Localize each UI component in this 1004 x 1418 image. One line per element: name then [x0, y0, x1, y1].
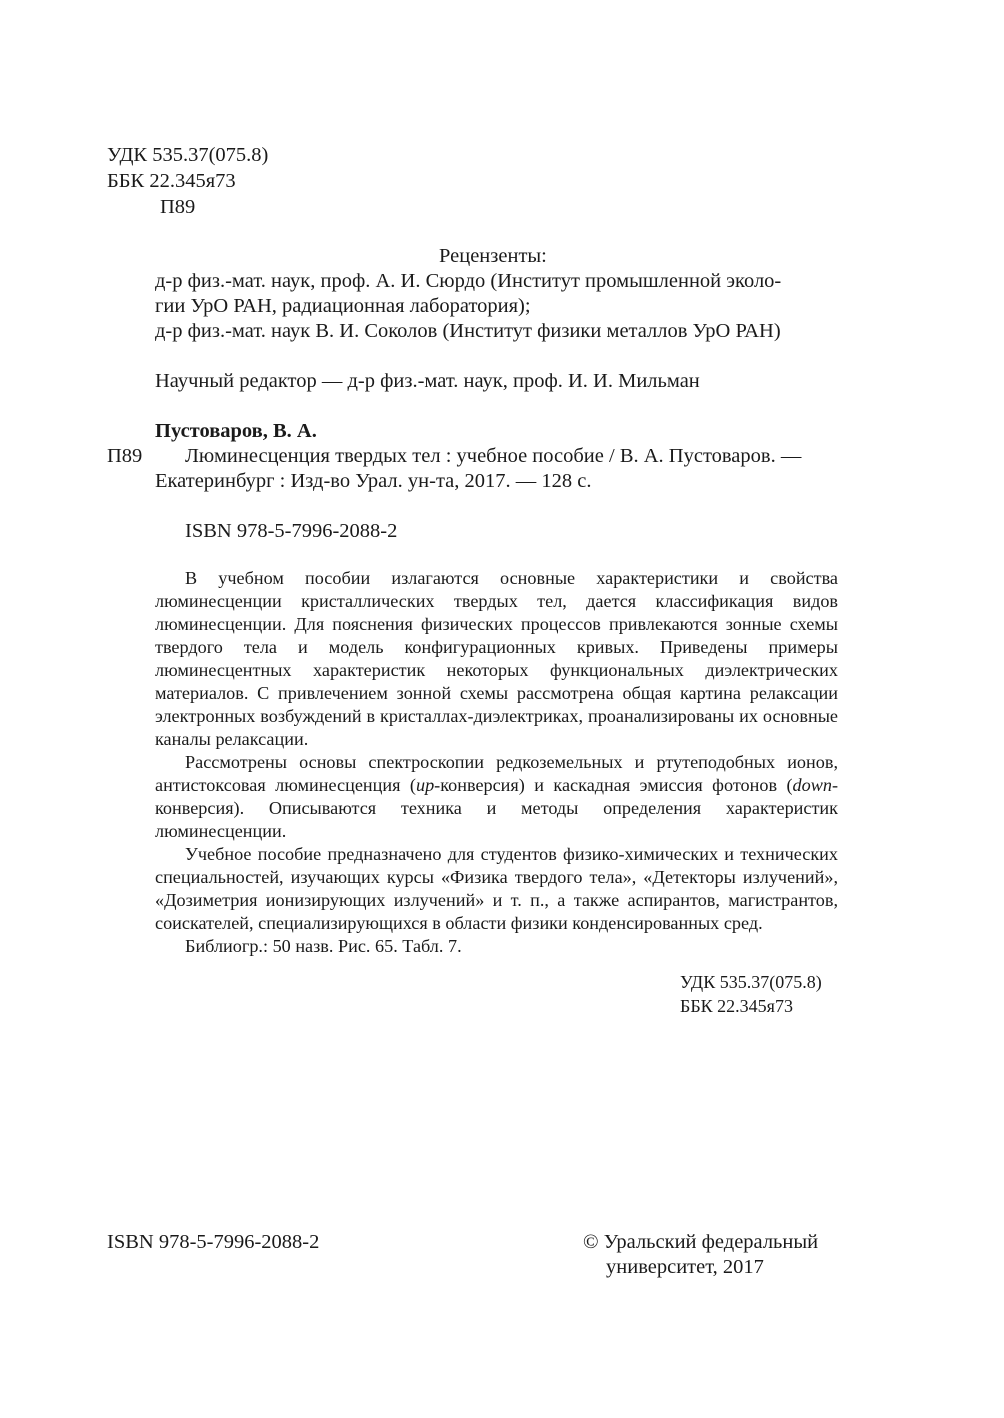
bbk-code-top: ББК 22.345я73 [107, 170, 236, 192]
copyright-line-1: © Уральский федеральный [583, 1231, 819, 1253]
reviewers-heading: Рецензенты: [439, 245, 547, 267]
reviewer-2: д-р физ.-мат. наук В. И. Соколов (Институт физики металлов УрО РАН) [155, 320, 781, 342]
scientific-editor: Научный редактор — д-р физ.-мат. наук, проф. И. И. Мильман [155, 370, 700, 392]
udc-code-bottom: УДК 535.37(075.8) [680, 972, 822, 992]
author-mark: П89 [107, 445, 143, 467]
reviewer-1-line-2: гии УрО РАН, радиационная лаборатория); [155, 295, 531, 317]
isbn-footer: ISBN 978-5-7996-2088-2 [107, 1231, 320, 1253]
udc-code-top: УДК 535.37(075.8) [107, 144, 269, 166]
author-heading: Пустоваров, В. А. [155, 420, 317, 442]
abstract-paragraph-2: Рассмотрены основы спектроскопии редкоземельных и ртутеподобных ионов, антистоксовая люминесценция (up-конверсия) и каскадная эмиссия фотонов (down-конверсия). Описываются техника и методы определения характеристик люминесценции. [155, 752, 838, 841]
abstract [155, 567, 838, 958]
author-mark-top: П89 [160, 196, 196, 218]
biblio-line-1: Люминесценция твердых тел : учебное пособие / В. А. Пустоваров. — [185, 445, 802, 467]
bbk-code-bottom: ББК 22.345я73 [680, 996, 793, 1016]
abstract-paragraph-1: В учебном пособии излагаются основные характеристики и свойства люминесценции кристаллических твердых тел, дается классификация видов люминесценции. Для пояснения физических процессов привлекаются зонные схемы твердого тела и модель конфигурационных кривых. Приведены примеры люминесцентных характеристик некоторых функциональных диэлектрических материалов. С привлечением зонной схемы рассмотрена общая картина релаксации электронных возбуждений в кристаллах-диэлектриках, проанализированы их основные каналы релаксации. [155, 568, 838, 749]
biblio-line-2: Екатеринбург : Изд-во Урал. ун-та, 2017. — 128 с. [155, 470, 592, 492]
abstract-paragraph-4: Библиогр.: 50 назв. Рис. 65. Табл. 7. [185, 936, 462, 956]
isbn-entry: ISBN 978-5-7996-2088-2 [185, 520, 398, 542]
reviewer-1-line-1: д-р физ.-мат. наук, проф. А. И. Сюрдо (Институт промышленной эколо- [155, 270, 782, 292]
copyright-line-2: университет, 2017 [606, 1256, 764, 1278]
abstract-paragraph-3: Учебное пособие предназначено для студентов физико-химических и технических специальностей, изучающих курсы «Физика твердого тела», «Детекторы излучений», «Дозиметрия ионизирующих излучений» и т. п., а также аспирантов, магистрантов, соискателей, специализирующихся в области физики конденсированных сред. [155, 844, 838, 933]
